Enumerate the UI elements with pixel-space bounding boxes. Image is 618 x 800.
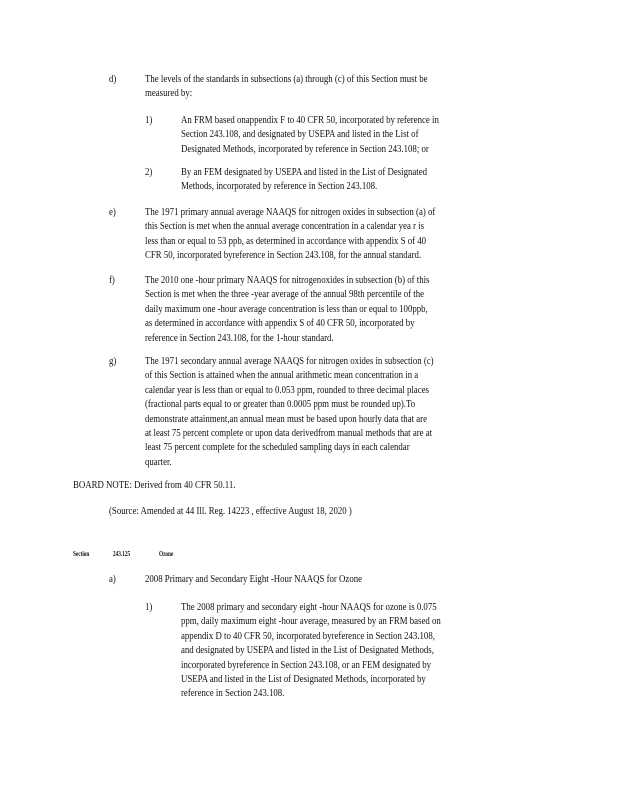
item-g-label: g) [109,356,117,367]
text-line: reference in Section 243.108. [181,688,285,700]
item-d-text [145,73,428,102]
text-line: and designated by USEPA and listed in the List of Designated Methods, [181,645,434,657]
item-d1-label: 1) [145,115,153,126]
item-f-text [145,274,429,346]
section-number: 243.125 [113,550,131,558]
text-line: measured by: [145,88,193,100]
text-line: ppm, daily maximum eight -hour average, measured by an FRM based on [181,616,441,628]
text-line: The 2008 primary and secondary eight -hour NAAQS for ozone is 0.075 [181,602,437,613]
text-line: Methods, incorporated by reference in Section 243.108. [181,181,378,193]
text-line: Designated Methods, incorporated by reference in Section 243.108; or [181,143,429,155]
ozone-a-label: a) [109,574,116,585]
item-d2-label: 2) [145,167,153,178]
text-line: USEPA and listed in the List of Designated Methods, incorporated by [181,674,426,686]
item-e-label: e) [109,207,116,218]
item-d1-text [181,114,439,157]
text-line: By an FEM designated by USEPA and listed in the List of Designated [181,167,428,178]
item-e-text [145,206,435,264]
ozone-a1-text [181,601,441,702]
text-line: An FRM based onappendix F to 40 CFR 50, incorporated by reference in [181,115,439,126]
board-note: BOARD NOTE: Derived from 40 CFR 50.11. [73,480,236,491]
text-line: The 1971 secondary annual average NAAQS for nitrogen oxides in subsection (c) [145,356,434,367]
text-line: The levels of the standards in subsections (a) through (c) of this Section must be [145,74,428,85]
text-line: Section 243.108, and designated by USEPA and listed in the List of [181,129,419,141]
section-title: Ozone [159,550,174,558]
text-line: CFR 50, incorporated byreference in Section 243.108, for the annual standard. [145,250,422,262]
ozone-a1-label: 1) [145,602,153,613]
ozone-a-text: 2008 Primary and Secondary Eight -Hour NAAQS for Ozone [145,574,363,585]
text-line: least 75 percent complete for the scheduled sampling days in each calendar [145,442,410,454]
text-line: this Section is met when the annual average concentration in a calendar yea r is [145,221,425,233]
item-d2-text [181,166,427,195]
text-line: reference in Section 243.108, for the 1-hour standard. [145,332,334,344]
text-line: daily maximum one -hour average concentration is less than or equal to 100ppb, [145,303,428,315]
text-line: as determined in accordance with appendix S of 40 CFR 50, incorporated by [145,318,415,330]
text-line: calendar year is less than or equal to 0.053 ppm, rounded to three decimal places [145,384,429,396]
item-g-text [145,355,434,470]
text-line: demonstrate attainment,an annual mean must be based upon hourly data that are [145,413,427,425]
text-line: (fractional parts equal to or greater than 0.0005 ppm must be rounded up).To [145,399,416,411]
item-f-label: f) [109,275,115,286]
text-line: The 2010 one -hour primary NAAQS for nitrogenoxides in subsection (b) of this [145,275,430,286]
text-line: incorporated byreference in Section 243.108, or an FEM designated by [181,659,432,671]
text-line: less than or equal to 53 ppb, as determined in accordance with appendix S of 40 [145,235,427,247]
text-line: at least 75 percent complete or upon data derivedfrom manual methods that are at [145,428,433,440]
text-line: The 1971 primary annual average NAAQS for nitrogen oxides in subsection (a) of [145,207,436,218]
text-line: appendix D to 40 CFR 50, incorporated byreference in Section 243.108, [181,630,435,642]
section-word: Section [73,550,90,558]
text-line: quarter. [145,456,172,468]
item-d-label: d) [109,74,117,85]
source-note: (Source: Amended at 44 Ill. Reg. 14223 , effective August 18, 2020 ) [109,506,352,517]
text-line: Section is met when the three -year average of the annual 98th percentile of the [145,289,425,301]
text-line: of this Section is attained when the annual arithmetic mean concentration in a [145,370,419,382]
